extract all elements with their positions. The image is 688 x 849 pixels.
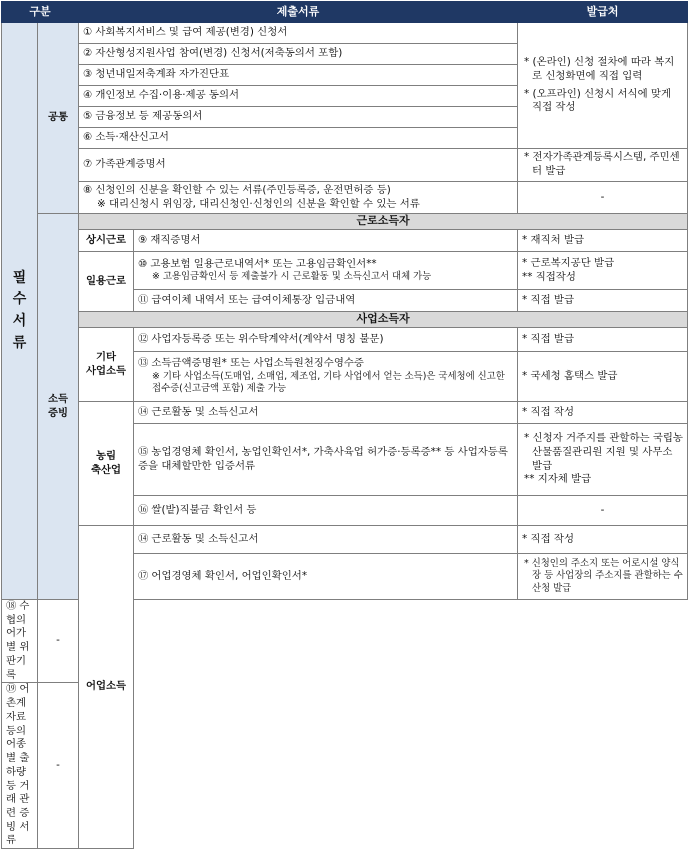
table-row [2,230,688,252]
issuer-16: - [518,496,688,526]
income-proof-label: 소득 증빙 [38,214,79,600]
required-docs-label: 필 수 서 류 [2,23,38,600]
issuer-14b: * 직접 작성 [518,526,688,554]
fishery-label: 어업소득 [79,526,134,849]
issuer-12: * 직접 발급 [518,328,688,352]
issuer-online-offline: * (온라인) 신청 절차에 따라 복지로 신청화면에 직접 입력 * (오프라인) 신청시 서식에 맞게 직접 작성 [518,23,688,149]
issuer-id: - [518,182,688,214]
regular-work-label: 상시근로 [79,230,134,252]
doc-item-7: ⑦ 가족관계증명서 [79,149,518,182]
table-row [2,23,688,44]
table-row [2,214,688,230]
agri-label: 농림 축산업 [79,402,134,526]
issuer-17: * 신청인의 주소지 또는 어로시설 양식장 등 사업장의 주소지를 관할하는 수산청 발급 [518,554,688,600]
doc-item-2: ② 자산형성지원사업 참여(변경) 신청서(저축동의서 포함) [79,44,518,65]
doc-item-11: ⑪ 급여이체 내역서 또는 급여이체통장 입금내역 [134,290,518,312]
doc-item-14b: ⑭ 근로활동 및 소득신고서 [134,526,518,554]
table-row [2,402,688,424]
common-label: 공통 [38,23,79,214]
doc-item-3: ③ 청년내일저축계좌 자가진단표 [79,65,518,86]
table-row [2,328,688,352]
table-row [2,312,688,328]
doc-item-9: ⑨ 재직증명서 [134,230,518,252]
doc-item-1: ① 사회복지서비스 및 급여 제공(변경) 신청서 [79,23,518,44]
doc-item-4: ④ 개인정보 수집·이용·제공 동의서 [79,86,518,107]
required-documents-table [1,1,688,849]
table-row [2,252,688,290]
issuer-18: - [38,600,79,683]
doc-item-13: ⑬ 소득금액증명원* 또는 사업소득원천징수영수증 ※ 기타 사업소득(도매업, 소매업, 제조업, 기타 사업에서 얻는 소득)은 국세청에 신고한 접수증(신고금액 포함) 제출 가능 [134,352,518,402]
doc-item-16: ⑯ 쌀(밭)직불금 확인서 등 [134,496,518,526]
issuer-15: * 신청자 거주지를 관할하는 국립농산물품질관리원 지원 및 사무소 발급 ** 지자체 발급 [518,424,688,496]
earned-income-title: 근로소득자 [79,214,688,230]
issuer-10: * 근로복지공단 발급 ** 직접작성 [518,252,688,290]
doc-item-12: ⑫ 사업자등록증 또는 위수탁계약서(계약서 명칭 불문) [134,328,518,352]
issuer-9: * 재직처 발급 [518,230,688,252]
doc-item-10: ⑩ 고용보험 일용근로내역서* 또는 고용임금확인서** ※ 고용임금확인서 등 제출불가 시 근로활동 및 소득신고서 대체 가능 [134,252,518,290]
daily-work-label: 일용근로 [79,252,134,312]
header-documents: 제출서류 [79,2,518,23]
header-row [2,2,688,23]
table-row [2,526,688,554]
doc-item-14a: ⑭ 근로활동 및 소득신고서 [134,402,518,424]
issuer-13: * 국세청 홈택스 발급 [518,352,688,402]
doc-item-15: ⑮ 농업경영체 확인서, 농업인확인서*, 가축사육업 허가증·등록증** 등 사업자등록증을 대체할만한 입증서류 [134,424,518,496]
header-category: 구분 [2,2,79,23]
issuer-11: * 직접 발급 [518,290,688,312]
issuer-family: * 전자가족관계등록시스템, 주민센터 발급 [518,149,688,182]
other-business-label: 기타 사업소득 [79,328,134,402]
table-row [2,149,688,182]
doc-item-19: ⑲ 어촌계 자료 등의 어종별 출하량 등 거래 관련 증빙 서류 [2,683,38,849]
issuer-19: - [38,683,79,849]
header-issuer: 발급처 [518,2,688,23]
business-income-title: 사업소득자 [79,312,688,328]
doc-item-8: ⑧ 신청인의 신분을 확인할 수 있는 서류(주민등록증, 운전면허증 등) ※ 대리신청시 위임장, 대리신청인·신청인의 신분을 확인할 수 있는 서류 [79,182,518,214]
doc-item-5: ⑤ 금융정보 등 제공동의서 [79,107,518,128]
doc-item-6: ⑥ 소득·재산신고서 [79,128,518,149]
issuer-14a: * 직접 작성 [518,402,688,424]
doc-item-17: ⑰ 어업경영체 확인서, 어업인확인서* [134,554,518,600]
doc-item-18: ⑱ 수협의 어가별 위판기록 [2,600,38,683]
table-row [2,182,688,214]
